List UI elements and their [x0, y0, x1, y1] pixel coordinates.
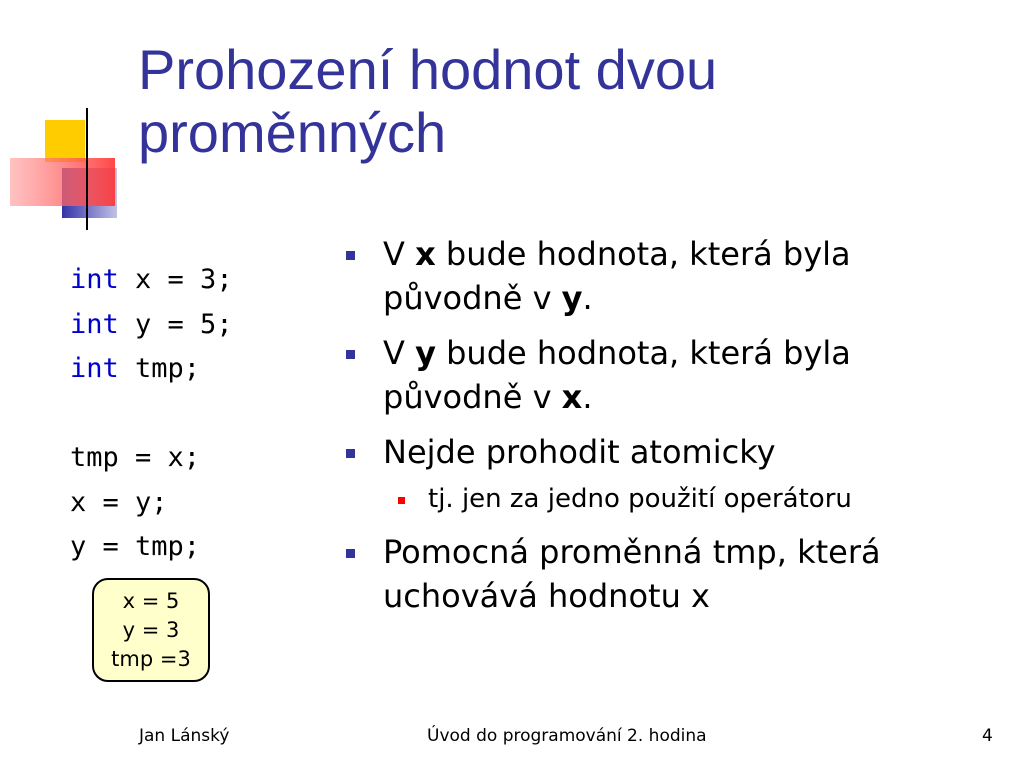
code-line: y = tmp; [70, 531, 201, 562]
yellow-square-decoration [45, 120, 85, 162]
bullet-item: Pomocná proměnná tmp, která uchovává hodnotu x [345, 530, 985, 618]
slide-title: Prohození hodnot dvou proměnných [138, 38, 718, 164]
value-x: x = 5 [122, 588, 180, 613]
bullet-item: Nejde prohodit atomicky [345, 430, 985, 474]
square-bullet-icon [346, 449, 355, 458]
square-bullet-icon [346, 251, 355, 260]
bullet-item: V x bude hodnota, která byla původně v y. [345, 232, 985, 320]
keyword: int [70, 353, 119, 384]
keyword: int [70, 264, 119, 295]
value-tmp: tmp =3 [111, 646, 191, 671]
square-sub-bullet-icon [398, 497, 405, 504]
code-line: int y = 5; [70, 308, 233, 340]
code-block [70, 258, 233, 570]
code-line: tmp = x; [70, 442, 201, 473]
sub-bullet-item: tj. jen za jedno použití operátoru [345, 481, 985, 517]
variable-values-box [92, 578, 210, 682]
footer-author: Jan Lánský [139, 726, 230, 746]
footer-course: Úvod do programování 2. hodina [427, 726, 707, 746]
bullet-list [345, 232, 985, 629]
keyword: int [70, 308, 119, 340]
red-bar-decoration [10, 158, 115, 206]
code-line: int x = 3; [70, 264, 233, 295]
square-bullet-icon [346, 549, 355, 558]
value-y: y = 3 [122, 617, 180, 642]
square-bullet-icon [346, 350, 355, 359]
code-line: x = y; [70, 486, 168, 518]
code-line: int tmp; [70, 353, 201, 384]
footer-page-number: 4 [982, 726, 993, 746]
bullet-item: V y bude hodnota, která byla původně v x. [345, 331, 985, 419]
code-blank-line [70, 392, 233, 437]
